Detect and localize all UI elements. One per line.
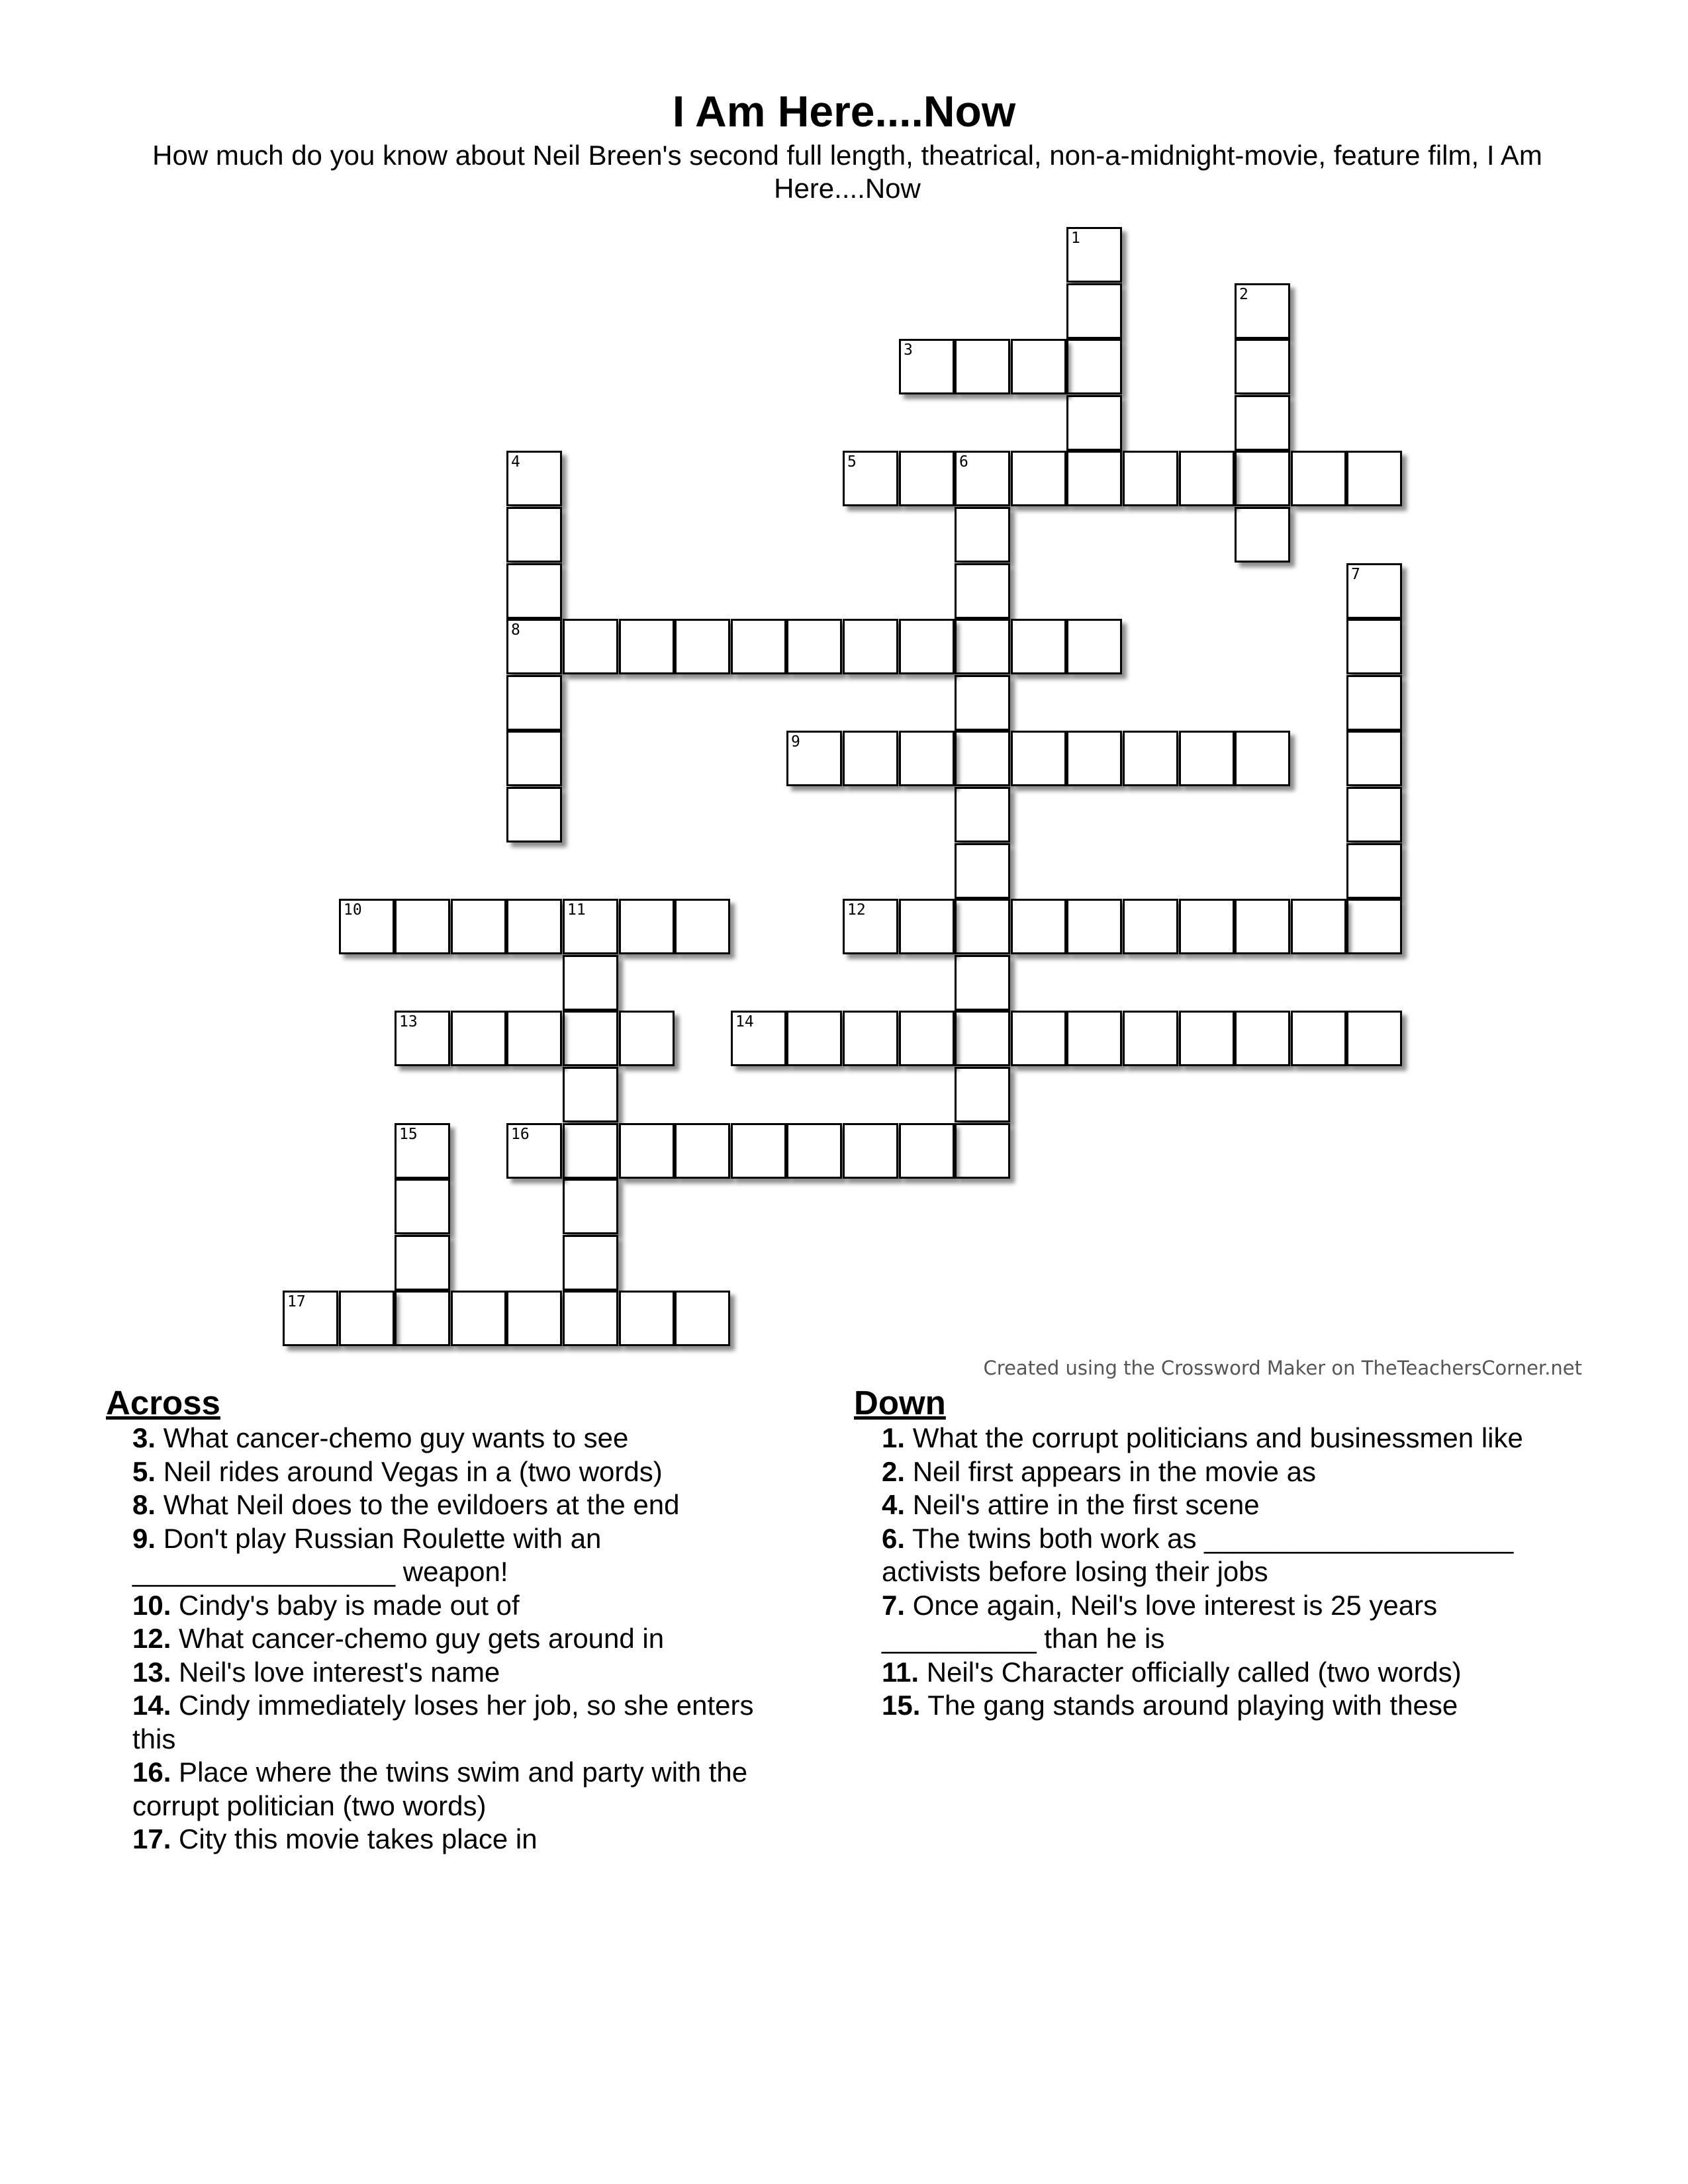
grid-cell[interactable] xyxy=(1179,1011,1235,1066)
grid-cell[interactable] xyxy=(1346,731,1402,786)
clue-number: 8. xyxy=(132,1489,156,1520)
grid-cell[interactable] xyxy=(731,619,786,674)
grid-cell[interactable] xyxy=(563,1235,618,1291)
grid-cell[interactable] xyxy=(731,1123,786,1179)
grid-cell[interactable] xyxy=(339,1291,395,1346)
grid-cell[interactable] xyxy=(675,1123,730,1179)
clue-text: Neil's Character officially called (two words) xyxy=(919,1656,1462,1688)
clue-number: 16. xyxy=(132,1756,171,1788)
clue-number: 11. xyxy=(882,1656,919,1688)
clue-number: 12. xyxy=(132,1623,171,1654)
clue-text: The twins both work as ____________________ activists before losing their jobs xyxy=(882,1522,1514,1587)
clue-item xyxy=(882,1589,1570,1656)
clue-item xyxy=(132,1622,794,1656)
clue-number: 15. xyxy=(882,1690,921,1721)
grid-cell[interactable] xyxy=(619,1011,675,1066)
grid-cell[interactable] xyxy=(563,619,618,674)
grid-cell[interactable] xyxy=(1179,899,1235,954)
grid-cell[interactable] xyxy=(955,619,1010,674)
across-heading: Across xyxy=(106,1384,220,1422)
clue-item xyxy=(882,1455,1570,1489)
grid-cell[interactable] xyxy=(1346,619,1402,674)
across-clue-list xyxy=(132,1422,794,1856)
grid-cell[interactable] xyxy=(619,1291,675,1346)
grid-cell[interactable] xyxy=(1235,451,1290,506)
grid-cell[interactable] xyxy=(843,899,898,954)
grid-cell[interactable] xyxy=(339,899,395,954)
grid-cell[interactable] xyxy=(955,339,1010,394)
cell-number: 4 xyxy=(511,453,520,471)
grid-cell[interactable] xyxy=(1066,283,1122,339)
clue-item xyxy=(882,1522,1570,1589)
grid-cell[interactable] xyxy=(506,507,562,563)
grid-cell[interactable] xyxy=(563,899,618,954)
grid-cell[interactable] xyxy=(1346,787,1402,842)
clue-number: 9. xyxy=(132,1522,156,1554)
clue-text: What cancer-chemo guy wants to see xyxy=(156,1422,629,1453)
grid-cell[interactable] xyxy=(506,451,562,506)
grid-cell[interactable] xyxy=(619,619,675,674)
grid-cell[interactable] xyxy=(955,675,1010,731)
grid-cell[interactable] xyxy=(1291,451,1346,506)
grid-cell[interactable] xyxy=(786,1011,842,1066)
grid-cell[interactable] xyxy=(1123,731,1178,786)
grid-cell[interactable] xyxy=(1291,899,1346,954)
grid-cell[interactable] xyxy=(899,339,955,394)
clue-number: 17. xyxy=(132,1823,171,1854)
grid-cell[interactable] xyxy=(619,899,675,954)
grid-cell[interactable] xyxy=(786,1123,842,1179)
grid-cell[interactable] xyxy=(731,1011,786,1066)
grid-cell[interactable] xyxy=(1179,731,1235,786)
cell-number: 9 xyxy=(791,733,800,751)
clue-text: Place where the twins swim and party with the corrupt politician (two words) xyxy=(132,1756,748,1821)
grid-cell[interactable] xyxy=(1235,507,1290,563)
down-clue-list xyxy=(882,1422,1570,1723)
grid-cell[interactable] xyxy=(899,899,955,954)
grid-cell[interactable] xyxy=(1346,843,1402,899)
grid-cell[interactable] xyxy=(1346,1011,1402,1066)
grid-cell[interactable] xyxy=(563,1011,618,1066)
grid-cell[interactable] xyxy=(1291,1011,1346,1066)
cell-number: 15 xyxy=(399,1126,418,1143)
grid-cell[interactable] xyxy=(1235,395,1290,451)
clue-text: Cindy's baby is made out of xyxy=(171,1589,520,1621)
cell-number: 10 xyxy=(344,901,362,919)
cell-number: 3 xyxy=(904,341,913,359)
grid-cell[interactable] xyxy=(1123,451,1178,506)
grid-cell[interactable] xyxy=(1235,339,1290,394)
grid-cell[interactable] xyxy=(506,675,562,731)
clue-text: Cindy immediately loses her job, so she enters this xyxy=(132,1690,754,1754)
grid-cell[interactable] xyxy=(955,563,1010,619)
grid-cell[interactable] xyxy=(1011,619,1066,674)
grid-cell[interactable] xyxy=(899,731,955,786)
grid-cell[interactable] xyxy=(1066,1011,1122,1066)
clue-text: Once again, Neil's love interest is 25 years __________ than he is xyxy=(882,1589,1438,1654)
grid-cell[interactable] xyxy=(899,451,955,506)
grid-cell[interactable] xyxy=(1011,1011,1066,1066)
cell-number: 1 xyxy=(1071,230,1080,247)
grid-cell[interactable] xyxy=(786,731,842,786)
clue-text: Neil rides around Vegas in a (two words) xyxy=(156,1455,663,1487)
grid-cell[interactable] xyxy=(1066,227,1122,283)
clue-text: Neil's attire in the first scene xyxy=(905,1489,1260,1520)
clue-item xyxy=(132,1455,794,1489)
grid-cell[interactable] xyxy=(1066,451,1122,506)
grid-cell[interactable] xyxy=(1346,451,1402,506)
clue-number: 13. xyxy=(132,1656,171,1688)
grid-cell[interactable] xyxy=(1011,731,1066,786)
grid-cell[interactable] xyxy=(899,619,955,674)
grid-cell[interactable] xyxy=(955,955,1010,1011)
clue-text: Neil's love interest's name xyxy=(171,1656,500,1688)
clue-item xyxy=(132,1488,794,1522)
clue-number: 1. xyxy=(882,1422,906,1453)
clue-number: 3. xyxy=(132,1422,156,1453)
grid-cell[interactable] xyxy=(955,1011,1010,1066)
grid-cell[interactable] xyxy=(1123,1011,1178,1066)
clue-text: The gang stands around playing with these xyxy=(920,1690,1458,1721)
grid-cell[interactable] xyxy=(451,899,506,954)
clue-text: What cancer-chemo guy gets around in xyxy=(171,1623,665,1654)
grid-cell[interactable] xyxy=(786,619,842,674)
grid-cell[interactable] xyxy=(563,1067,618,1122)
grid-cell[interactable] xyxy=(563,1123,618,1179)
clue-item xyxy=(132,1756,794,1823)
grid-cell[interactable] xyxy=(899,1011,955,1066)
grid-cell[interactable] xyxy=(395,1291,450,1346)
grid-cell[interactable] xyxy=(1011,451,1066,506)
cell-number: 13 xyxy=(399,1013,418,1030)
cell-number: 5 xyxy=(847,453,857,471)
grid-cell[interactable] xyxy=(1235,1011,1290,1066)
grid-cell[interactable] xyxy=(955,1067,1010,1122)
grid-cell[interactable] xyxy=(1066,619,1122,674)
grid-cell[interactable] xyxy=(1123,899,1178,954)
grid-cell[interactable] xyxy=(899,1123,955,1179)
grid-cell[interactable] xyxy=(843,1011,898,1066)
grid-cell[interactable] xyxy=(1066,395,1122,451)
grid-cell[interactable] xyxy=(395,1011,450,1066)
grid-cell[interactable] xyxy=(395,1123,450,1179)
grid-cell[interactable] xyxy=(563,1291,618,1346)
grid-cell[interactable] xyxy=(1066,731,1122,786)
page-title: I Am Here....Now xyxy=(672,87,1016,136)
grid-cell[interactable] xyxy=(843,1123,898,1179)
grid-cell[interactable] xyxy=(563,1179,618,1234)
clue-text: What Neil does to the evildoers at the end xyxy=(156,1489,680,1520)
grid-cell[interactable] xyxy=(843,731,898,786)
clue-text: Neil first appears in the movie as xyxy=(905,1455,1316,1487)
cell-number: 16 xyxy=(511,1126,530,1143)
grid-cell[interactable] xyxy=(1066,899,1122,954)
clue-number: 4. xyxy=(882,1489,906,1520)
clue-item xyxy=(132,1689,794,1756)
cell-number: 14 xyxy=(735,1013,754,1030)
clue-item xyxy=(132,1589,794,1623)
grid-cell[interactable] xyxy=(955,787,1010,842)
grid-cell[interactable] xyxy=(395,1235,450,1291)
grid-cell[interactable] xyxy=(843,619,898,674)
grid-cell[interactable] xyxy=(451,1291,506,1346)
credit-line: Created using the Crossword Maker on TheTeachersCorner.net xyxy=(983,1357,1582,1379)
clue-text: City this movie takes place in xyxy=(171,1823,538,1854)
grid-cell[interactable] xyxy=(1235,731,1290,786)
grid-cell[interactable] xyxy=(1011,339,1066,394)
grid-cell[interactable] xyxy=(1179,451,1235,506)
grid-cell[interactable] xyxy=(675,899,730,954)
cell-number: 6 xyxy=(959,453,968,471)
clue-number: 7. xyxy=(882,1589,906,1621)
grid-cell[interactable] xyxy=(506,731,562,786)
grid-cell[interactable] xyxy=(1235,283,1290,339)
grid-cell[interactable] xyxy=(955,899,1010,954)
grid-cell[interactable] xyxy=(955,1123,1010,1179)
grid-cell[interactable] xyxy=(506,1291,562,1346)
grid-cell[interactable] xyxy=(955,507,1010,563)
grid-cell[interactable] xyxy=(1346,899,1402,954)
grid-cell[interactable] xyxy=(506,1011,562,1066)
grid-cell[interactable] xyxy=(506,1123,562,1179)
grid-cell[interactable] xyxy=(1066,339,1122,394)
grid-cell[interactable] xyxy=(955,451,1010,506)
cell-number: 8 xyxy=(511,621,520,639)
grid-cell[interactable] xyxy=(843,451,898,506)
clue-item xyxy=(882,1656,1570,1690)
clue-text: Don't play Russian Roulette with an _________________ weapon! xyxy=(132,1522,602,1587)
clue-text: What the corrupt politicians and businessmen like xyxy=(905,1422,1523,1453)
clue-number: 6. xyxy=(882,1522,906,1554)
clue-item xyxy=(882,1422,1570,1455)
grid-cell[interactable] xyxy=(675,619,730,674)
grid-cell[interactable] xyxy=(955,731,1010,786)
grid-cell[interactable] xyxy=(955,843,1010,899)
grid-cell[interactable] xyxy=(451,1011,506,1066)
grid-cell[interactable] xyxy=(1235,899,1290,954)
clue-item xyxy=(132,1422,794,1455)
grid-cell[interactable] xyxy=(506,899,562,954)
clue-number: 10. xyxy=(132,1589,171,1621)
grid-cell[interactable] xyxy=(563,955,618,1011)
cell-number: 2 xyxy=(1239,286,1248,303)
grid-cell[interactable] xyxy=(506,563,562,619)
grid-cell[interactable] xyxy=(395,899,450,954)
clue-number: 14. xyxy=(132,1690,171,1721)
clue-item xyxy=(132,1656,794,1690)
grid-cell[interactable] xyxy=(675,1291,730,1346)
clue-item xyxy=(882,1488,1570,1522)
clue-item xyxy=(882,1689,1570,1723)
grid-cell[interactable] xyxy=(506,619,562,674)
grid-cell[interactable] xyxy=(395,1179,450,1234)
page-subtitle: How much do you know about Neil Breen's second full length, theatrical, non-a-midnight-movie, feature film, I Am Here....Now xyxy=(152,140,1542,204)
grid-cell[interactable] xyxy=(619,1123,675,1179)
clue-item xyxy=(132,1823,794,1856)
down-heading: Down xyxy=(854,1384,946,1422)
cell-number: 12 xyxy=(847,901,866,919)
clue-number: 5. xyxy=(132,1455,156,1487)
grid-cell[interactable] xyxy=(1346,675,1402,731)
cell-number: 7 xyxy=(1351,566,1360,583)
clue-number: 2. xyxy=(882,1455,906,1487)
grid-cell[interactable] xyxy=(1011,899,1066,954)
cell-number: 17 xyxy=(287,1293,306,1310)
cell-number: 11 xyxy=(567,901,586,919)
grid-cell[interactable] xyxy=(283,1291,338,1346)
grid-cell[interactable] xyxy=(506,787,562,842)
grid-cell[interactable] xyxy=(1346,563,1402,619)
clue-item xyxy=(132,1522,794,1589)
